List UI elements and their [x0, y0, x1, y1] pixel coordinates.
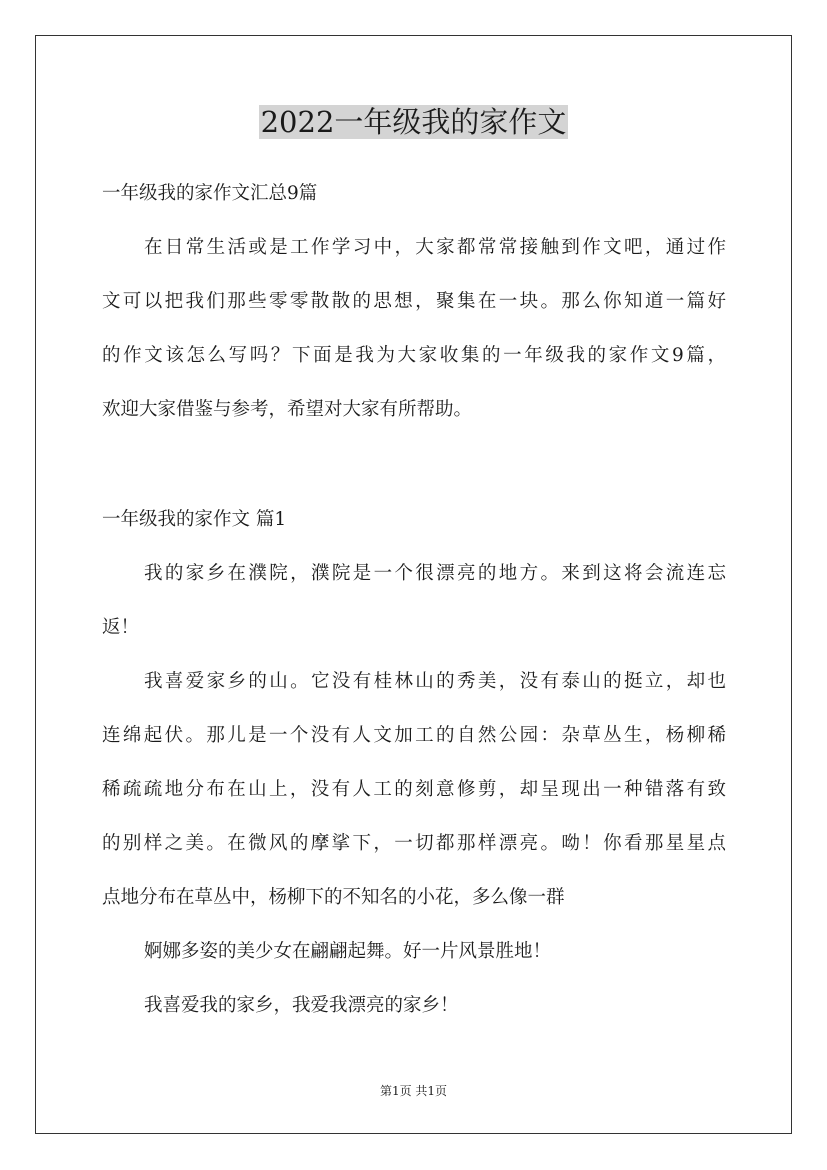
intro-line: 欢迎大家借鉴与参考，希望对大家有所帮助。 — [102, 399, 473, 420]
intro-line: 的作文该怎么写吗？下面是我为大家收集的一年级我的家作文9篇， — [102, 345, 726, 366]
paragraph-line: 连绵起伏。那儿是一个没有人文加工的自然公园：杂草丛生，杨柳稀 — [102, 725, 726, 746]
paragraph-line: 点地分布在草丛中，杨柳下的不知名的小花，多么像一群 — [102, 887, 565, 908]
paragraph-line: 我喜爱我的家乡，我爱我漂亮的家乡！ — [144, 995, 459, 1016]
paragraph-line: 我喜爱家乡的山。它没有桂林山的秀美，没有泰山的挺立，却也 — [144, 671, 726, 692]
paragraph-line: 稀疏疏地分布在山上，没有人工的刻意修剪，却呈现出一种错落有致 — [102, 779, 726, 800]
paragraph-line: 的别样之美。在微风的摩挲下，一切都那样漂亮。呦！你看那星星点 — [102, 833, 726, 854]
paragraph-line: 婀娜多姿的美少女在翩翩起舞。好一片风景胜地！ — [144, 941, 552, 962]
section-heading: 一年级我的家作文 篇1 — [102, 509, 287, 530]
document-title-text: 2022一年级我的家作文 — [260, 105, 567, 139]
document-subtitle: 一年级我的家作文汇总9篇 — [102, 183, 318, 204]
intro-line: 在日常生活或是工作学习中，大家都常常接触到作文吧，通过作 — [144, 237, 726, 258]
paragraph-line: 我的家乡在濮院，濮院是一个很漂亮的地方。来到这将会流连忘 — [144, 563, 726, 584]
intro-line: 文可以把我们那些零零散散的思想，聚集在一块。那么你知道一篇好 — [102, 291, 726, 312]
document-title — [0, 104, 827, 140]
page-footer: 第1页 共1页 — [379, 1084, 448, 1098]
paragraph-line: 返！ — [102, 617, 140, 638]
